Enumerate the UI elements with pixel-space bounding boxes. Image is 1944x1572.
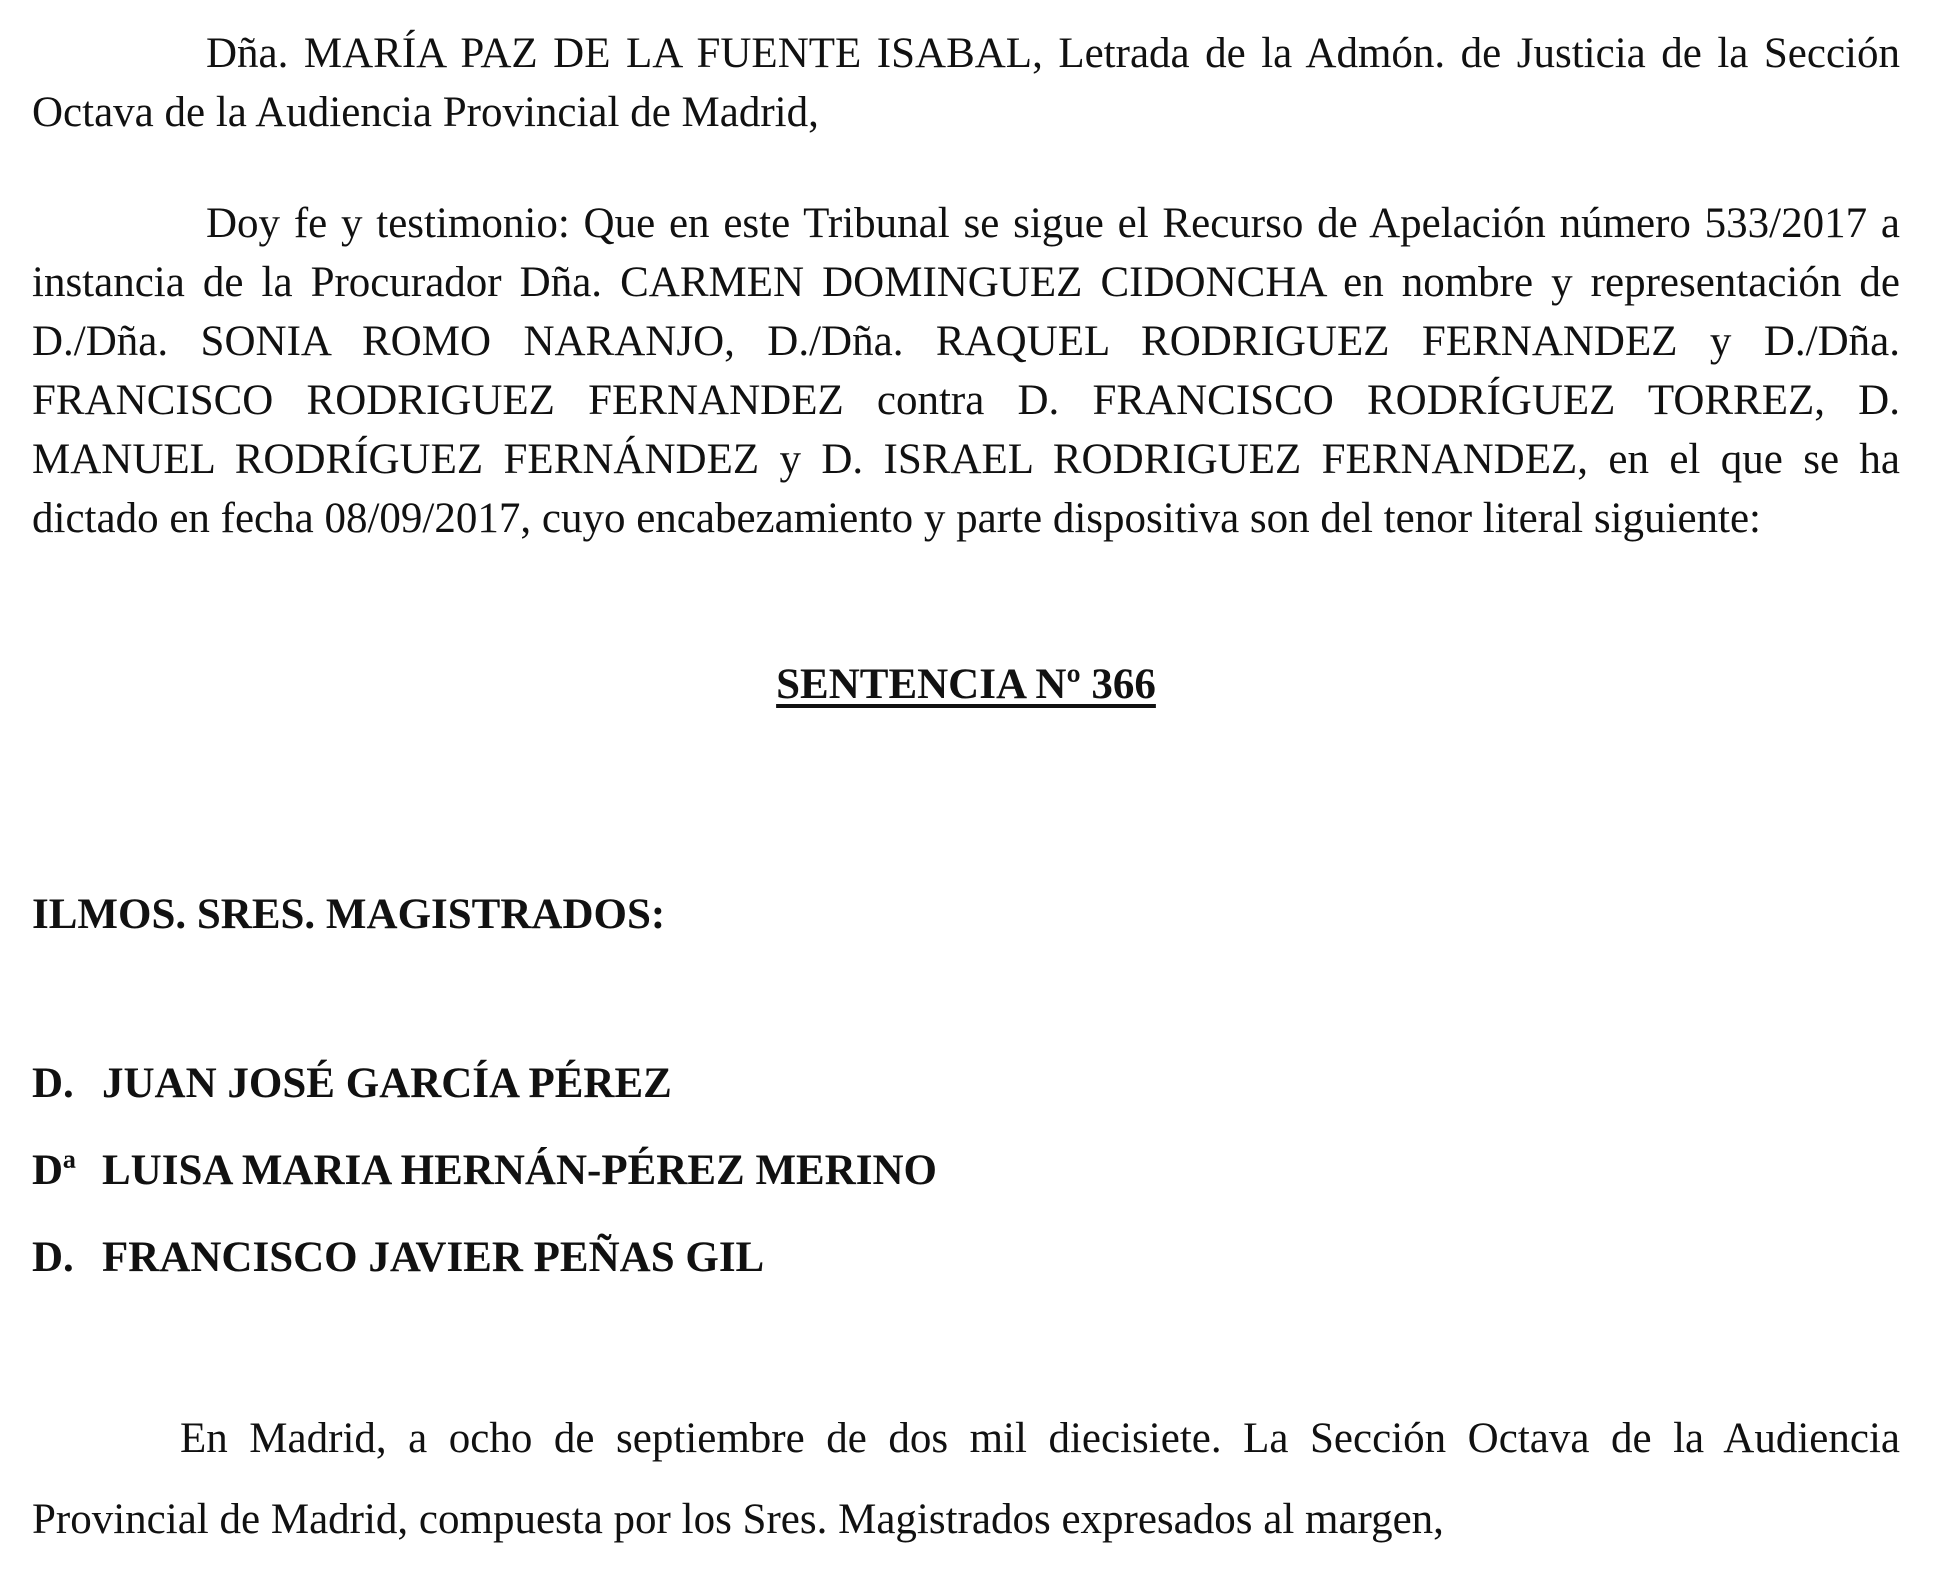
magistrate-item [32, 1233, 764, 1282]
magistrate-title: D. [32, 1234, 74, 1281]
magistrate-title: Dª [32, 1147, 76, 1194]
closing-paragraph: En Madrid, a ocho de septiembre de dos mil diecisiete. La Sección Octava de la Audiencia Provincial de Madrid, compuesta por los Sres. Magistrados expresados al margen, [32, 1415, 1900, 1543]
magistrate-name: JUAN JOSÉ GARCÍA PÉREZ [102, 1060, 672, 1107]
magistrate-item [32, 1059, 672, 1108]
magistrate-item [32, 1146, 937, 1195]
testimony-paragraph: Doy fe y testimonio: Que en este Tribunal se sigue el Recurso de Apelación número 533/2017 a instancia de la Procurador Dña. CARMEN DOMINGUEZ CIDONCHA en nombre y representación de D./Dña. SONIA ROMO NARANJO, D./Dña. RAQUEL RODRIGUEZ FERNANDEZ y D./Dña. FRANCISCO RODRIGUEZ FERNANDEZ contra D. FRANCISCO RODRÍGUEZ TORREZ, D. MANUEL RODRÍGUEZ FERNÁNDEZ y D. ISRAEL RODRIGUEZ FERNANDEZ, en el que se ha dictado en fecha 08/09/2017, cuyo encabezamiento y parte dispositiva son del tenor literal siguiente: [32, 200, 1900, 542]
intro-paragraph: Dña. MARÍA PAZ DE LA FUENTE ISABAL, Letrada de la Admón. de Justicia de la Sección Octava de la Audiencia Provincial de Madrid, [32, 30, 1900, 136]
magistrates-heading: ILMOS. SRES. MAGISTRADOS: [32, 891, 666, 938]
magistrate-name: LUISA MARIA HERNÁN-PÉREZ MERINO [102, 1147, 937, 1194]
sentence-title: SENTENCIA Nº 366 [776, 661, 1156, 708]
document-page [32, 0, 1902, 1572]
magistrate-name: FRANCISCO JAVIER PEÑAS GIL [102, 1234, 765, 1281]
magistrate-title: D. [32, 1060, 74, 1107]
